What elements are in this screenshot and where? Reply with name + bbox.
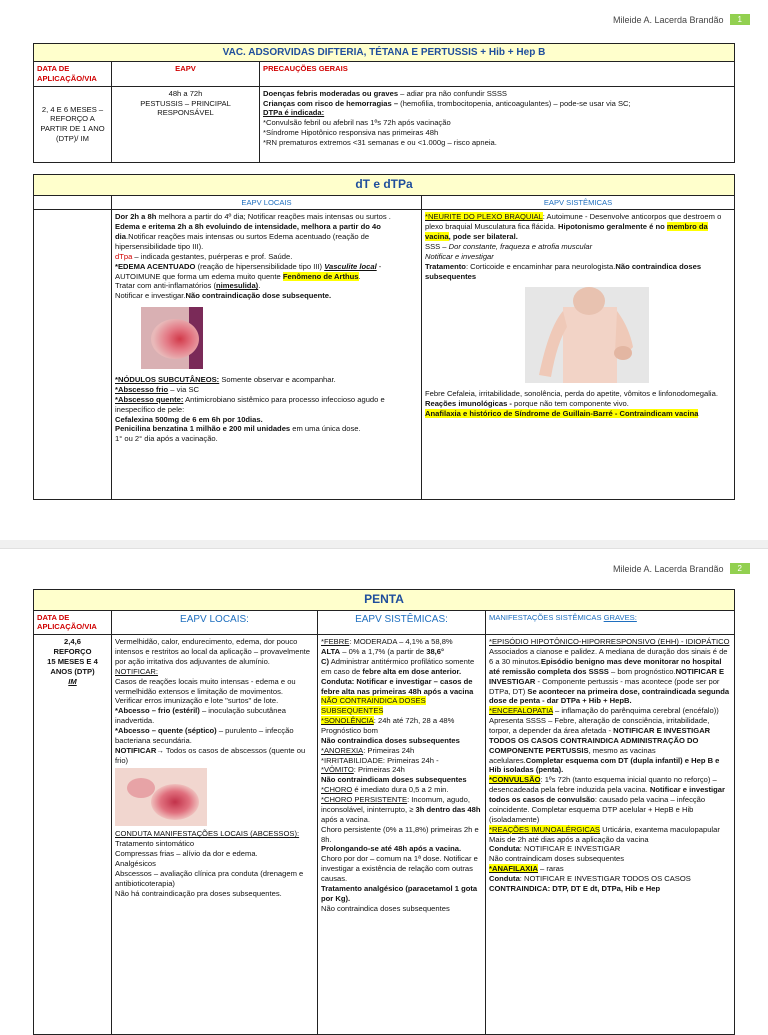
dt-s1b: : Autoimune - Desenvolve anticorpos que destroem o plexo braquial Musculatura fica flácida. [425, 212, 722, 232]
dt-l2b: .Notificar reações mais intensas ou surtos Edema acentuado (reação de hipersensibilidade tipo III). [115, 232, 370, 252]
dt-l11b: em uma única dose. [290, 424, 361, 434]
penta-sched2: REFORÇO [53, 647, 92, 657]
dt-l5c: . [258, 281, 261, 291]
penta-sc15: Choro por dor – comum na 1ª dose. Notificar e investigar a existência de relação com outras causas. [321, 854, 478, 883]
penta-sc13: Choro persistente (0% a 11,8%) primeiras 2h e 8h. [321, 824, 479, 844]
penta-sc17: Não contraindica doses subsequentes [321, 903, 450, 913]
page-2 [0, 548, 768, 1025]
dt-l6b: Não contraindicação dose subsequente. [185, 291, 332, 301]
dt-s5: Febre Cefaleia, irritabilidade, sonolência, perda do apetite, vômitos e linfonodomegalia. [425, 389, 718, 399]
penta-gc2d: NOTIFICAR E INVESTIGAR [489, 666, 725, 686]
penta-gc10a: *ANAFILAXIA [489, 864, 538, 874]
penta-gc12: CONTRAINDICA: DTP, DT E dt, DTPa, Hib e Hep [489, 883, 661, 893]
penta-sc5b: : 24h até 72h, 28 a 48% Prognóstico bom [321, 716, 455, 736]
penta-sc16: Tratamento analgésico (paracetamol 1 gota por Kg). [321, 883, 478, 903]
penta-gc5a: *CONVULSÃO [489, 775, 541, 785]
dt-l4b: (reação de hipersensibilidade tipo III) [195, 261, 325, 271]
penta-grave-cell [486, 635, 735, 1035]
penta-lc6a: *Abcesso – quente (séptico) [115, 726, 217, 736]
dt-sist-cell [422, 210, 735, 500]
prec-3: DTPa é indicada: [263, 108, 325, 118]
dt-l5a: Tratar com anti-inflamatórios ( [115, 281, 216, 291]
dt-l4c: Vasculite local [324, 261, 377, 271]
penta-sc4a: Conduta [321, 676, 352, 686]
dt-s1c: Hipotonismo geralmente é no [557, 222, 667, 232]
penta-sc11b: é imediato dura 0,5 a 2 min. [352, 785, 449, 795]
penta-gc2e: - Componente pertussis - mas acontece (pode ser por DTPa, DT) [489, 676, 720, 696]
penta-h4b: GRAVES: [603, 612, 637, 622]
penta-sc2a: ALTA [321, 647, 341, 657]
dt-s1e: , pode ser bilateral. [448, 232, 518, 242]
penta-sc9b: : Primeiras 24h [353, 765, 405, 775]
penta-sc1a: *FEBRE [321, 637, 350, 647]
penta-sched4: IM [68, 676, 77, 686]
penta-lc8: CONDUTA MANIFESTAÇÕES LOCAIS (ABCESSOS): [115, 829, 300, 839]
dt-l3b: – indicada gestantes, puérperas e prof. Saúde. [132, 251, 293, 261]
penta-h1: DATA DE APLICAÇÃO/VIA [34, 610, 112, 635]
vac-schedule: 2, 4 E 6 MESES – REFORÇO A PARTIR DE 1 ANO (DTP)/ IM [34, 86, 112, 162]
dt-l2a: Edema e eritema 2h a 8h evoluindo de intensidade, melhora a partir do 4o dia [115, 222, 381, 242]
penta-sc1b: : MODERADA – 4,1% a 58,8% [349, 637, 453, 647]
penta-gc4b: NOTIFICAR E INVESTIGAR TODOS OS CASOS CONTRAINDICA ADMINISTRAÇÃO DO COMPONENTE PERTUSSIS [489, 726, 711, 755]
vac-col-date-header: DATA DE APLICAÇÃO/VIA [34, 62, 112, 87]
page-header-2 [613, 563, 750, 574]
penta-sc3c: febre alta em dose anterior. [362, 666, 462, 676]
dt-l12: 1° ou 2° dia após a vacinação. [115, 434, 218, 444]
penta-h3: EAPV SISTÊMICAS: [318, 610, 486, 635]
penta-h4a: MANIFESTAÇÕES SISTÊMICAS [489, 612, 604, 622]
dt-s2b: Dor constante, fraqueza e atrofia muscular [448, 242, 593, 252]
vac-title: VAC. ADSORVIDAS DIFTERIA, TÉTANA E PERTUSSIS + Hib + Hep B [34, 44, 735, 62]
penta-gc2a: Associados a cianose e palidez. A mediana de duração dos sinais é de 6 a 30 minutos. [489, 647, 728, 667]
dt-local-header: EAPV LOCAIS [112, 195, 422, 210]
dt-s4b: : Corticoide e encaminhar para neurologista. [465, 261, 616, 271]
penta-sc5a: *SONOLÊNCIA [321, 716, 374, 726]
arthus-reaction-photo [141, 307, 203, 369]
penta-gc8b: : NOTIFICAR E INVESTIGAR [519, 844, 621, 854]
dt-l9a: *Abscesso quente: [115, 394, 184, 404]
penta-sc14: Prolongando-se até 48h após a vacina. [321, 844, 462, 854]
dt-sist-header: EAPV SISTÊMICAS [422, 195, 735, 210]
abscess-photo [115, 768, 207, 826]
dt-l3a: dTpa [115, 251, 133, 261]
penta-gc9: Não contraindicam doses subsequentes [489, 854, 625, 864]
penta-gc11a: Conduta [489, 873, 520, 883]
dt-l4e: Fenômeno de Arthus [282, 271, 359, 281]
penta-lc4: Verificar erros imunização e lote "surtos" de lote. [115, 696, 279, 706]
author-name: Mileide A. Lacerda Brandão [612, 14, 724, 25]
dt-l9b: Antimicrobiano sistêmico para processo infeccioso agudo e inespecífico de pele: [115, 394, 385, 414]
penta-table [33, 589, 735, 1035]
penta-sc2c: 38,6° [426, 647, 445, 657]
prec-4: *Convulsão febril ou afebril nas 1ºs 72h após vacinação [263, 118, 451, 128]
vac-eapv-desc: PESTUSSIS – PRINCIPAL RESPONSÁVEL [140, 98, 231, 118]
penta-lc13: Não há contraindicação pra doses subsequentes. [115, 888, 282, 898]
penta-sc12d: após a vacina. [321, 814, 370, 824]
dt-l10: Cefalexina 500mg de 6 em 6h por 10dias. [115, 414, 263, 424]
penta-lc2: NOTIFICAR: [115, 666, 159, 676]
brachial-neuritis-photo [525, 287, 649, 383]
dt-l8b: – via SC [168, 385, 199, 395]
vac-col-prec-header: PRECAUÇÕES GERAIS [260, 62, 735, 87]
penta-sist-cell [318, 635, 486, 1035]
prec-1a: Doenças febris moderadas ou graves [263, 88, 399, 98]
penta-sc2b: – 0% a 1,7% (a partir de [340, 647, 427, 657]
dt-s3: Notificar e investigar [425, 251, 494, 261]
vac-eapv-time: 48h a 72h [168, 88, 203, 98]
penta-lc1: Vermelhidão, calor, endurecimento, edema, dor pouco intensos e restritos ao local da aplicação – provavelmente por ação irritativa dos adjuvantes de alumínio. [115, 637, 311, 667]
page-gap [0, 540, 768, 548]
dt-s7: Anafilaxia e histórico de Síndrome de Guillain-Barré - Contraindicam vacina [425, 409, 699, 419]
dt-s4c: Não contraindica doses subsequentes [425, 261, 702, 281]
penta-gc2c: – bom prognóstico. [608, 666, 676, 676]
penta-gc5d: : causado pela vacina – infecção coincidente. Completar esquema DTP acelular + HepB e Hib (isoladamente) [489, 795, 706, 824]
dt-l4f: . [358, 271, 361, 281]
penta-local-cell [112, 635, 318, 1035]
dt-l4d: - AUTOIMUNE que forma um edema muito quente [115, 261, 382, 281]
prec-5: *Síndrome Hipotônico responsiva nas primeiras 48h [263, 128, 439, 138]
dt-title: dT e dTPa [34, 175, 735, 196]
penta-gc1a: *EPISÓDIO HIPOTÔNICO-HIPORRESPONSIVO (EHH) - IDIOPÁTICO [489, 637, 730, 647]
penta-h4 [486, 610, 735, 635]
dt-l6a: Notificar e investigar. [115, 291, 186, 301]
dt-local-cell [112, 210, 422, 500]
penta-lc5b: – inoculação subcutânea inadvertida. [115, 706, 286, 726]
dt-empty-cell [34, 210, 112, 500]
penta-sc3a: C) [321, 657, 330, 667]
penta-sc12c: 3h dentro das 48h [415, 804, 481, 814]
penta-schedule [34, 635, 112, 1035]
penta-lc12: Abscessos – avaliação clínica pra conduta (drenagem e antibioticoterapia) [115, 868, 304, 888]
vac-col-eapv-header: EAPV [112, 62, 260, 87]
dt-s4a: Tratamento [425, 261, 466, 271]
penta-lc7b: Todos os casos de abscessos (quente ou frio) [115, 745, 306, 765]
vac-eapv-cell [112, 86, 260, 162]
prec-1b: – adiar pra não confundir SSSS [398, 88, 507, 98]
dt-s6b: porque não tem componente vivo. [511, 399, 629, 409]
dt-l7a: *NÓDULOS SUBCUTÂNEOS: [115, 375, 220, 385]
dt-l8a: *Abscesso frio [115, 385, 169, 395]
page-number-badge: 1 [730, 14, 750, 25]
prec-2a: Crianças com risco de hemorragias – [263, 98, 399, 108]
dt-l1a: Dor 2h a 8h [115, 212, 157, 222]
dt-l11a: Penicilina benzatina 1 milhão e 200 mil unidades [115, 424, 291, 434]
prec-2b: (hemofilia, trombocitopenia, anticoagulantes) – pode-se usar via SC; [398, 98, 631, 108]
penta-sc7b: : Primeiras 24h [363, 745, 415, 755]
dt-l7b: Somente observar e acompanhar. [219, 375, 336, 385]
penta-gc10b: – raras [537, 864, 564, 874]
penta-sched3: 15 MESES E 4 ANOS (DTP) [47, 657, 98, 676]
vac-precautions [260, 86, 735, 162]
page-number-badge-2: 2 [730, 563, 750, 574]
dt-l5b: nimesulida) [216, 281, 259, 291]
penta-gc6b: Urticária, exantema maculopapular [599, 824, 720, 834]
dt-l4a: *EDEMA ACENTUADO [115, 261, 196, 271]
author-name-2: Mileide A. Lacerda Brandão [612, 563, 724, 574]
dt-empty-header [34, 195, 112, 210]
penta-lc9: Tratamento sintomático [115, 839, 195, 849]
penta-gc7: Mais de 2h até dias após a aplicação da vacina [489, 834, 649, 844]
dt-s1d: membro da vacina [425, 222, 708, 242]
dt-table [33, 174, 735, 500]
penta-gc4c: , mesmo as vacinas acelulares. [489, 745, 656, 765]
penta-lc6b: – purulento – infecção bacteriana secundária. [115, 726, 294, 745]
penta-gc3b: – inflamação do parênquima cerebral (encéfalo)) [552, 706, 719, 716]
penta-sc8: *IRRITABILIDADE: Primeiras 24h - [321, 755, 439, 765]
penta-sc3b: Administrar antitérmico profilático somente em caso de [321, 657, 475, 676]
penta-lc10: Compressas frias – alívio da dor e edema. [115, 849, 258, 859]
penta-gc6a: *REAÇÕES IMUNOALÉRGICAS [489, 824, 600, 834]
page-header [613, 14, 750, 25]
penta-gc4a: Apresenta SSSS – Febre, alteração de consciência, irritabilidade, torpor, a depender da área afetada - [489, 716, 710, 736]
penta-sc6: Não contraindica doses subsequentes [321, 735, 460, 745]
penta-lc3: Casos de reações locais muito intensas - edema e ou vermelhidão extensos e limitação de movimentos. [115, 676, 296, 696]
penta-sc4c: NÃO CONTRAINDICA DOSES SUBSEQUENTES [321, 696, 426, 716]
penta-gc3a: *ENCEFALOPATIA [489, 706, 553, 716]
prec-6: *RN prematuros extremos <31 semanas e ou <1.000g – risco apneia. [263, 138, 497, 148]
dt-l1b: melhora a partir do 4º dia; Notificar reações mais intensas ou surtos . [156, 212, 391, 222]
penta-lc11: Analgésicos [115, 859, 156, 869]
penta-h2: EAPV LOCAIS: [112, 610, 318, 635]
penta-lc7a: NOTIFICAR→ [115, 745, 164, 755]
penta-sc9a: *VÔMITO [321, 765, 354, 775]
dt-s6a: Reações imunológicas - [425, 399, 512, 409]
dt-s1a: *NEURITE DO PLEXO BRAQUIAL [425, 212, 543, 222]
vac-table [33, 43, 735, 163]
penta-lc5a: *Abcesso – frio (estéril) [115, 706, 200, 716]
penta-sc4b: : Notificar e investigar – casos de febre alta nas primeiras 48h após a vacina [321, 676, 474, 696]
penta-sched1: 2,4,6 [64, 637, 81, 647]
dt-s2a: SSS – [425, 242, 449, 252]
penta-sc12b: : Incomum, agudo, inconsolável, ininterrupto, ≥ [321, 795, 470, 814]
penta-gc5c: Notificar e investigar todos os casos de convulsão [489, 785, 725, 805]
penta-sc12a: *CHORO PERSISTENTE [321, 795, 408, 805]
penta-sc7a: *ANOREXIA [321, 745, 364, 755]
penta-gc2b: Episódio benigno mas deve monitorar no hospital até remissão completa dos SSSS [489, 657, 722, 676]
penta-title: PENTA [34, 590, 735, 611]
penta-sc11a: *CHORO [321, 785, 353, 795]
penta-gc4d: Completar esquema com DT (dupla infantil) e Hep B e Hib isoladas (penta). [489, 755, 720, 775]
penta-gc5b: : 1ºs 72h (tanto esquema inicial quanto no reforço) – desencadeada pela febre induzida pela vacina. [489, 775, 717, 795]
penta-gc11b: : NOTIFICAR E INVESTIGAR TODOS OS CASOS [519, 873, 691, 883]
penta-gc2f: Se acontecer na primeira dose, contraindicada segunda dose de penta - dar DTPa + Hib + HepB. [489, 686, 730, 706]
penta-gc8a: Conduta [489, 844, 520, 854]
penta-sc10: Não contraindicam doses subsequentes [321, 775, 467, 785]
